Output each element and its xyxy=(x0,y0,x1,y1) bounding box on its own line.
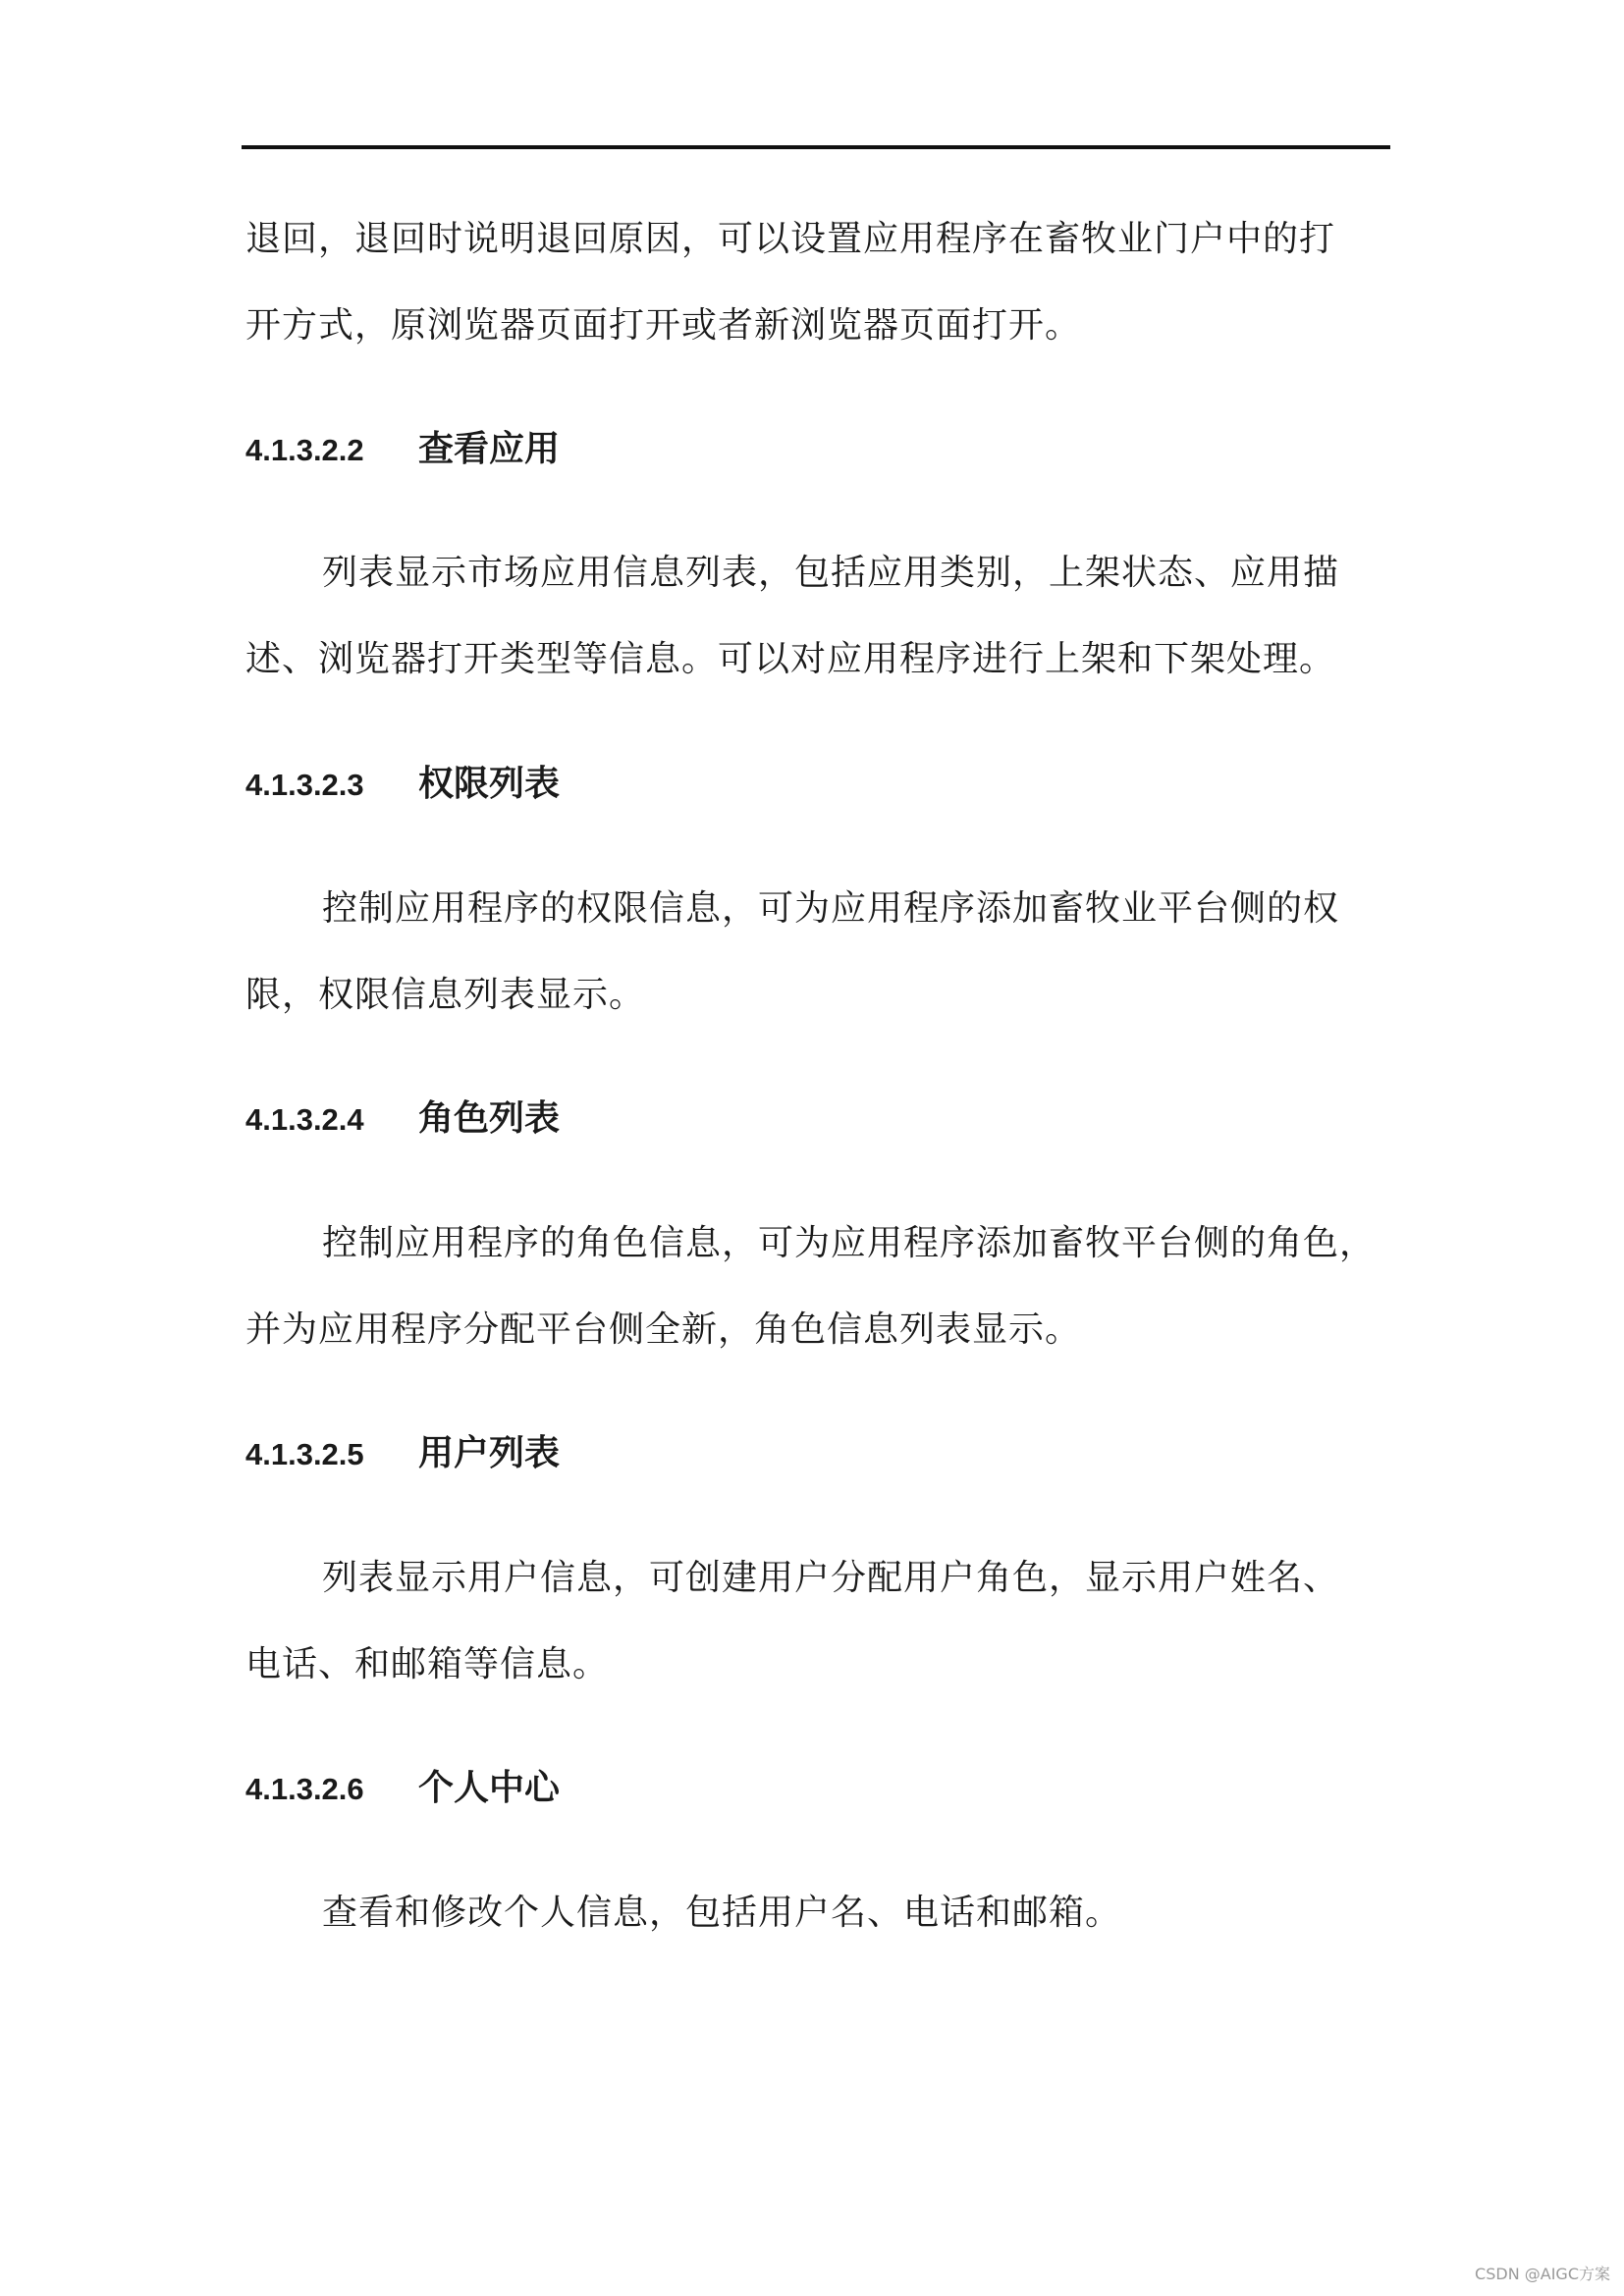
section-number: 4.1.3.2.4 xyxy=(245,1102,364,1137)
section-paragraph xyxy=(245,866,1394,1039)
paragraph-line: 限，权限信息列表显示。 xyxy=(245,975,646,1015)
paragraph-line: 开方式，原浏览器页面打开或者新浏览器页面打开。 xyxy=(245,305,1082,346)
paragraph-line: 退回，退回时说明退回原因，可以设置应用程序在畜牧业门户中的打 xyxy=(245,219,1336,259)
paragraph-line: 电话、和邮箱等信息。 xyxy=(245,1644,610,1684)
continuation-paragraph xyxy=(245,196,1394,369)
section-heading xyxy=(245,1764,1394,1814)
section-number: 4.1.3.2.6 xyxy=(245,1772,364,1806)
section-paragraph xyxy=(245,1870,1394,1956)
section-number: 4.1.3.2.5 xyxy=(245,1437,364,1471)
watermark: CSDN @AIGC方案 xyxy=(1475,2265,1610,2283)
paragraph-line: 查看和修改个人信息，包括用户名、电话和邮箱。 xyxy=(322,1893,1122,1933)
section-heading xyxy=(245,1095,1394,1145)
section-paragraph xyxy=(245,1201,1394,1373)
paragraph-line: 列表显示用户信息，可创建用户分配用户角色，显示用户姓名、 xyxy=(322,1558,1340,1598)
section-paragraph xyxy=(245,1535,1394,1708)
section-title: 查看应用 xyxy=(418,429,561,469)
section-title: 用户列表 xyxy=(418,1433,561,1473)
section-heading xyxy=(245,1429,1394,1479)
paragraph-line: 并为应用程序分配平台侧全新，角色信息列表显示。 xyxy=(245,1309,1082,1350)
section-heading xyxy=(245,425,1394,475)
paragraph-line: 控制应用程序的角色信息，可为应用程序添加畜牧平台侧的角色， xyxy=(322,1223,1377,1263)
section-number: 4.1.3.2.2 xyxy=(245,433,364,467)
section-title: 个人中心 xyxy=(418,1768,561,1808)
section-heading xyxy=(245,760,1394,810)
paragraph-line: 列表显示市场应用信息列表，包括应用类别，上架状态、应用描 xyxy=(322,553,1340,593)
section-paragraph xyxy=(245,530,1394,703)
section-title: 权限列表 xyxy=(418,764,561,804)
header-rule xyxy=(242,145,1390,149)
section-number: 4.1.3.2.3 xyxy=(245,768,364,802)
paragraph-line: 控制应用程序的权限信息，可为应用程序添加畜牧业平台侧的权 xyxy=(322,888,1340,929)
paragraph-line: 述、浏览器打开类型等信息。可以对应用程序进行上架和下架处理。 xyxy=(245,639,1336,679)
section-title: 角色列表 xyxy=(418,1098,561,1139)
